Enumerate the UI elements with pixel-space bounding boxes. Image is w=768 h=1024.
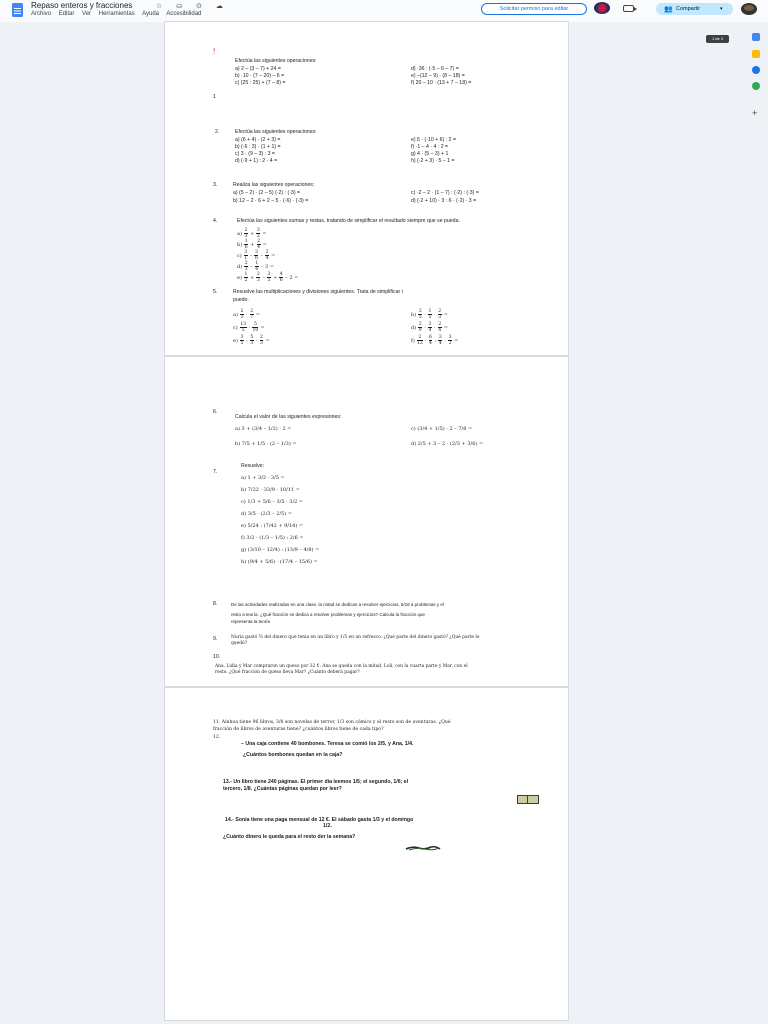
q2-intro: Efectúa las siguientes operaciones: — [235, 129, 317, 135]
fraction: $\frac{3}{5}$ — [240, 335, 244, 346]
fraction: $\frac{3}{6}$ — [254, 250, 258, 261]
share-button[interactable] — [656, 3, 733, 15]
operator: · — [432, 325, 438, 331]
fraction: $\frac{2}{3}$ — [438, 309, 442, 320]
exercise-tail: = — [442, 312, 448, 318]
q4-number: 4. — [213, 218, 218, 224]
q2-item: e) 5 · (·10 + 6) : 2 = — [411, 137, 456, 143]
tasks-icon[interactable] — [752, 66, 760, 74]
q11-text: fracción de libros de aventuras tiene? ¿cuántos libros tiene de cada tipo? — [213, 727, 384, 732]
decorative-drawing-image — [405, 845, 441, 851]
operator: · — [442, 338, 448, 344]
fraction-exercise — [237, 250, 275, 261]
q7-item: c) 1/3 + 5/6 – 3/5 · 3/2 = — [241, 499, 304, 505]
book-image — [517, 795, 539, 804]
q7-item: e) 5/24 : (7/42 + 9/14) = — [241, 523, 304, 529]
q2-number: 2. — [215, 129, 220, 135]
q2-item: d) (·9 + 1) : 2 · 4 = — [235, 158, 278, 164]
fraction: $\frac{1}{6}$ — [255, 261, 259, 272]
q10-number: 10. — [213, 654, 221, 660]
operator: + — [248, 231, 256, 237]
q3-number: 3. — [213, 182, 218, 188]
fraction: $\frac{3}{5}$ — [418, 309, 422, 320]
fraction: $\frac{3}{2}$ — [448, 335, 452, 346]
fraction: $\frac{4}{6}$ — [279, 272, 283, 283]
q3-intro: Realiza las siguientes operaciones: — [233, 182, 315, 188]
exercise-tail: = — [263, 338, 270, 344]
operator: · — [422, 312, 428, 318]
q8-number: 8. — [213, 601, 218, 607]
q1-item: a) 2 – (3 – 7) + 24 = — [235, 66, 281, 72]
q2-item: b) (·6 : 3) · (1 + 1) = — [235, 144, 281, 150]
keep-icon[interactable] — [752, 50, 760, 58]
exercise-label: c) — [233, 325, 240, 331]
fraction-exercise — [411, 309, 448, 320]
q1-item: e) –(12 – 9) · (8 – 18) = — [411, 73, 465, 79]
exercise-label: b) — [237, 242, 244, 248]
document-page-1 — [165, 22, 568, 355]
fraction-exercise — [237, 228, 267, 239]
operator: · — [423, 338, 429, 344]
q1-number: 1 — [213, 94, 216, 100]
exercise-label: f) — [411, 338, 417, 344]
q14-text: 14.- Sonia tiene una paga mensual de 12 €. El sábado gasta 1/3 y el domingo — [225, 817, 414, 823]
fraction: $\frac{3}{1}$ — [244, 250, 248, 261]
operator: – — [260, 275, 267, 281]
exercise-tail: = — [254, 312, 260, 318]
q12-number: 12. — [213, 735, 221, 740]
menu-ver[interactable]: Ver — [82, 11, 92, 17]
document-title[interactable]: Repaso enteros y fracciones — [31, 1, 133, 10]
page-counter: 1 de 3 — [706, 35, 729, 43]
q1-item: b) ·10 · (7 – 20) – 6 = — [235, 73, 285, 79]
operator: + — [248, 242, 257, 248]
user-avatar[interactable] — [741, 3, 757, 15]
exercise-tail: = — [258, 325, 265, 331]
q7-item: d) 3/5 · (2/3 – 2/5) = — [241, 511, 293, 517]
menu-accesibilidad[interactable]: Accesibilidad — [166, 11, 202, 17]
fraction: $\frac{2}{3}$ — [260, 335, 263, 346]
red-mark: ! — [213, 47, 216, 56]
exercise-label: e) — [233, 338, 240, 344]
title-actions-icons[interactable]: ☆ ⛀ ⊙ ☁ — [156, 3, 229, 10]
operator: · — [254, 338, 260, 344]
operator: + — [271, 275, 279, 281]
exercise-label: d) — [411, 325, 418, 331]
q7-item: a) 1 + 3/2 · 3/5 = — [241, 475, 285, 481]
fraction: $\frac{2}{3}$ — [244, 228, 248, 239]
operator: : — [432, 338, 438, 344]
request-edit-access-button[interactable]: Solicitar permiso para editar — [481, 3, 587, 15]
fraction: $\frac{3}{2}$ — [256, 228, 260, 239]
q7-item: g) (3/10 – 12/4) : (13/9 – 4/8) = — [241, 547, 320, 553]
q13-text: 13.- Un libro tiene 240 páginas. El primer día leemos 1/5; el segundo, 1/6; el — [223, 779, 409, 785]
q12-text: – Una caja contiene 40 bombones. Teresa se comió los 2/5, y Ana, 1/4. — [241, 741, 414, 747]
q3-item: d) (·2 + 10) · 3 : 6 · (·2) · 3 = — [411, 198, 477, 204]
q6-item: c) (3/4 + 1/5) · 2 – 7/8 = — [411, 426, 473, 432]
maps-icon[interactable] — [752, 82, 760, 90]
q1-item: c) (25 : 25) + (7 – 8) = — [235, 80, 286, 86]
exercise-tail: = — [452, 338, 459, 344]
operator: – — [248, 253, 254, 259]
chevron-down-icon[interactable]: ▾ — [720, 6, 723, 12]
fraction: $\frac{1}{6}$ — [244, 239, 248, 250]
exercise-tail: – 2 = — [283, 275, 299, 281]
fraction: $\frac{2}{3}$ — [244, 261, 248, 272]
fraction-exercise — [233, 335, 270, 346]
q6-item: b) 7/5 + 1/5 · (2 – 1/3) = — [235, 441, 297, 447]
fraction-exercise — [233, 309, 260, 320]
share-label: Compartir — [676, 6, 701, 12]
q1-item: f) 20 – 10 : (13 + 7 – 18) = — [411, 80, 472, 86]
fraction: $\frac{3}{4}$ — [428, 322, 432, 333]
q10-text: resto. ¿Qué fracción de queso lleva Mar? ¿Cuánto deberá pagar? — [215, 670, 360, 675]
operator: + — [248, 275, 256, 281]
q1-intro: Efectúa las siguientes operaciones: — [235, 58, 317, 64]
fraction: $\frac{6}{4}$ — [429, 335, 432, 346]
exercise-tail: = — [261, 242, 267, 248]
fraction: $\frac{2}{12}$ — [416, 335, 423, 346]
people-icon: 👥 — [664, 6, 673, 13]
operator: · — [422, 325, 428, 331]
side-panel — [745, 28, 768, 158]
fraction: $\frac{2}{4}$ — [438, 322, 442, 333]
q14-text: 1/2. — [323, 823, 332, 829]
menu-editar[interactable]: Editar — [58, 11, 75, 17]
q5-intro-cont: puedo. — [233, 297, 249, 303]
exercise-label: c) — [237, 253, 244, 259]
operator: – — [258, 253, 265, 259]
fraction: $\frac{1}{5}$ — [428, 309, 432, 320]
account-badge-icon[interactable] — [594, 2, 610, 14]
fraction-exercise — [237, 261, 274, 272]
menu-herramientas[interactable]: Herramientas — [98, 11, 135, 17]
q10-text: Ana, Lidia y Mar compraron un queso por 32 €. Ana se queda con la mitad, Lolí, con la cuarta parte y Mar, con el — [215, 664, 468, 669]
q12-text: ¿Cuántos bombones quedan en la caja? — [243, 752, 343, 758]
exercise-tail: – 3 = — [259, 264, 274, 270]
fraction: $\frac{2}{7}$ — [250, 309, 254, 320]
operator: · — [244, 312, 250, 318]
exercise-tail: = — [442, 325, 448, 331]
operator: · — [432, 312, 438, 318]
q3-item: b) 12 – 2 · 6 + 2 – 5 · (·6) · (·3) = — [233, 198, 309, 204]
fraction-exercise — [233, 322, 265, 333]
q14-text: ¿Cuánto dinero le queda para el resto der la semana? — [223, 834, 356, 840]
exercise-tail: = — [260, 231, 267, 237]
operator: – — [248, 264, 255, 270]
fraction-exercise — [411, 335, 458, 346]
q8-text: resto a teoría. ¿Qué fracción se dedica a resolver problemas y ejercicios? Calcula la fracción que — [231, 612, 425, 617]
fraction: $\frac{13}{5}$ — [240, 322, 247, 333]
menu-archivo[interactable]: Archivo — [31, 11, 52, 17]
video-call-icon[interactable] — [623, 5, 634, 12]
menu-ayuda[interactable]: Ayuda — [142, 11, 159, 17]
q2-item: f) ·1 – 4 · 4 : 2 = — [411, 144, 449, 150]
q6-item: d) 2/5 + 3 – 2 · (2/3 + 3/6) = — [411, 441, 484, 447]
fraction-exercise — [237, 239, 267, 250]
fraction-exercise — [237, 272, 298, 283]
document-page-3 — [165, 688, 568, 1020]
q8-text: De las actividades realizadas en una clase, la mitad se dedican a resolver ejercicios, 5/18 a problemas y el — [231, 602, 444, 607]
add-addon-icon[interactable]: + — [752, 108, 758, 118]
q6-intro: Calcula el valor de las siguientes expresiones: — [235, 414, 342, 420]
fraction: $\frac{5}{3}$ — [250, 335, 254, 346]
operator: · — [247, 325, 252, 331]
q3-item: a) (5 – 2) · (2 – 5) (·2) : (·3) = — [233, 190, 301, 196]
q9-text: Nuria gastó ¾ del dinero que tenía en un libro y 1/5 en un refresco. ¿Qué parte del dinero gastó? ¿Qué parte le — [231, 635, 480, 640]
fraction: $\frac{2}{4}$ — [257, 239, 260, 250]
q4-intro: Efectúa las siguientes sumas y restas, tratando de simplificar el resultado siempre que se pueda. — [237, 218, 460, 224]
q7-intro: Resuelve: — [241, 463, 265, 469]
q2-item: c) 3 · (9 – 3) : 3 = — [235, 151, 275, 157]
fraction: $\frac{2}{3}$ — [240, 309, 244, 320]
fraction: $\frac{2}{3}$ — [256, 272, 260, 283]
q8-text: representa la teoría — [231, 619, 271, 624]
q1-item: d) ·36 : (·5 – 6 – 7) = — [411, 66, 459, 72]
fraction: $\frac{5}{10}$ — [252, 322, 259, 333]
exercise-label: a) — [233, 312, 240, 318]
q7-item: f) 3/2 · (1/3 – 1/5) : 2/6 = — [241, 535, 304, 541]
fraction: $\frac{1}{2}$ — [244, 272, 248, 283]
top-bar — [0, 0, 768, 22]
q6-item: a) 3 + (3/4 – 1/2) · 2 = — [235, 426, 292, 432]
docs-logo-icon[interactable] — [12, 3, 23, 17]
menu-bar — [31, 11, 207, 17]
q9-text: quedó? — [231, 641, 248, 646]
q7-number: 7. — [213, 469, 218, 475]
q2-item: a) (6 + 4) · (2 + 3) = — [235, 137, 281, 143]
exercise-label: a) — [237, 231, 244, 237]
q7-item: b) 7/22 · 33/9 · 10/11 = — [241, 487, 300, 493]
operator: : — [244, 338, 250, 344]
q7-item: h) (9/4 + 5/6) · (17/4 – 15/6) = — [241, 559, 318, 565]
q2-item: g) 4 · (5 – 3) + 1 — [411, 151, 449, 157]
exercise-label: d) — [237, 264, 244, 270]
fraction: $\frac{3}{5}$ — [267, 272, 271, 283]
document-page-2 — [165, 357, 568, 686]
q11-text: 11. Ainhoa tiene 96 libros, 3/8 son novelas de terror, 1/3 son cómics y el resto son de aventuras. ¿Qué — [213, 720, 451, 725]
q9-number: 9. — [213, 636, 218, 642]
fraction: $\frac{2}{9}$ — [418, 322, 422, 333]
exercise-tail: = — [269, 253, 276, 259]
calendar-icon[interactable] — [752, 33, 760, 41]
fraction: $\frac{3}{4}$ — [438, 335, 442, 346]
fraction-exercise — [411, 322, 448, 333]
q13-text: tercero, 1/8. ¿Cuántas páginas quedan por leer? — [223, 786, 342, 792]
q5-number: 5. — [213, 289, 218, 295]
exercise-label: b) — [411, 312, 418, 318]
exercise-label: e) — [237, 275, 244, 281]
q5-intro: Resuelve las multiplicaciones y divisiones siguientes. Trata de simplificar i — [233, 289, 403, 295]
fraction: $\frac{2}{4}$ — [265, 250, 269, 261]
q3-item: c) ·2 – 2 · (1 – 7) : (·2) : (·3) = — [411, 190, 479, 196]
q2-item: h) (·2 + 3) · 5 – 1 = — [411, 158, 455, 164]
q6-number: 6. — [213, 409, 218, 415]
